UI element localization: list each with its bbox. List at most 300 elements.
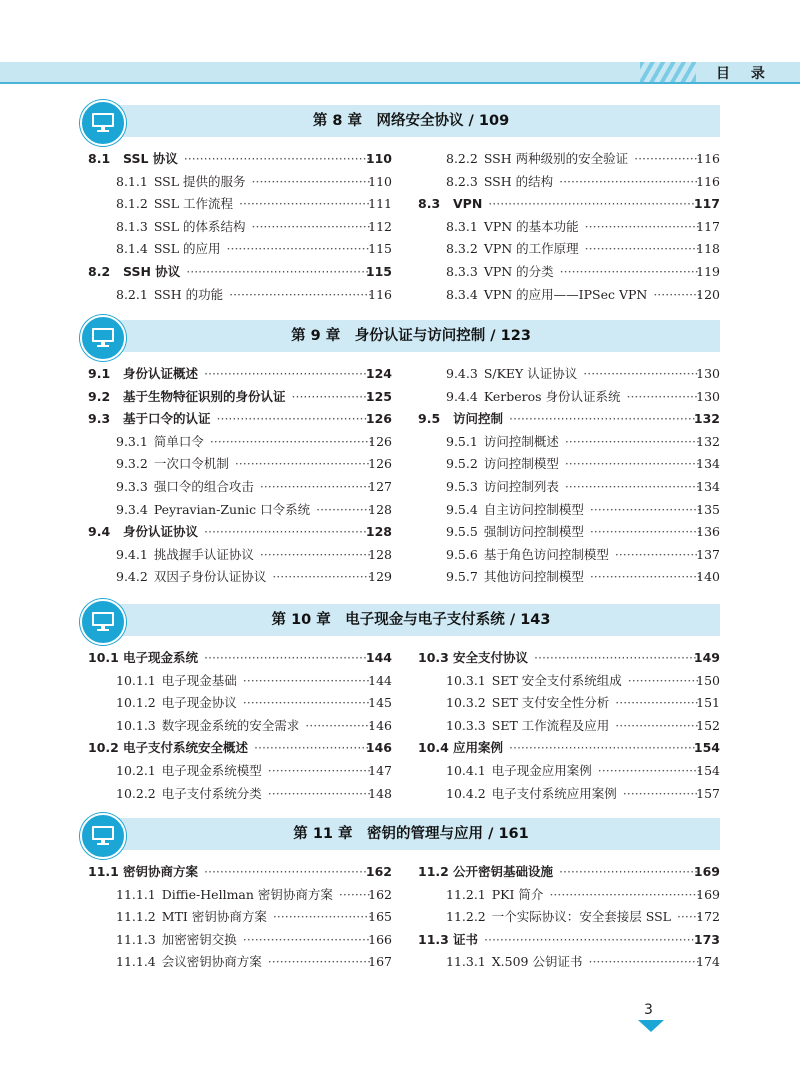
- toc-section-entry[interactable]: [88, 409, 392, 429]
- entry-title: MTI 密钥协商方案: [161, 909, 267, 925]
- entry-title: SET 支付安全性分析: [491, 695, 610, 711]
- entry-page: 172: [696, 909, 720, 925]
- toc-subsection-entry[interactable]: [116, 285, 392, 305]
- entry-number: 11.3.1: [446, 954, 486, 970]
- entry-title: SET 安全支付系统组成: [491, 672, 622, 688]
- entry-title: SSL 的体系结构: [153, 218, 246, 234]
- toc-subsection-entry[interactable]: [116, 716, 392, 736]
- dot-leader: ···················: [622, 785, 699, 801]
- entry-page: 117: [693, 196, 720, 212]
- entry-page: 132: [693, 411, 720, 427]
- entry-page: 151: [696, 695, 720, 711]
- dot-leader: ·························: [272, 909, 373, 925]
- toc-section-entry[interactable]: [418, 194, 720, 214]
- entry-page: 126: [368, 456, 392, 472]
- dot-leader: ···············································: [509, 411, 696, 427]
- page-arrow-icon: [638, 1020, 664, 1032]
- entry-page: 116: [368, 286, 392, 302]
- entry-page: 117: [696, 218, 720, 234]
- toc-section-entry[interactable]: [88, 648, 392, 668]
- dot-leader: ····································: [229, 286, 373, 302]
- toc-subsection-entry[interactable]: [116, 454, 392, 474]
- entry-title: 安全支付协议: [453, 650, 529, 665]
- entry-number: 9.5.5: [446, 524, 478, 540]
- dot-leader: ··································: [564, 479, 700, 494]
- entry-title: SET 工作流程及应用: [491, 717, 610, 733]
- dot-leader: ································: [242, 931, 370, 947]
- entry-page: 125: [365, 388, 392, 404]
- entry-page: 129: [368, 569, 392, 585]
- entry-page: 115: [365, 264, 392, 279]
- toc-subsection-entry[interactable]: [446, 454, 720, 474]
- entry-page: 111: [368, 196, 392, 212]
- entry-number: 10.3: [418, 650, 449, 665]
- dot-leader: ·····························: [583, 366, 699, 381]
- dot-leader: ········: [338, 886, 371, 902]
- entry-title: 强制访问控制模型: [483, 524, 584, 540]
- entry-page: 174: [696, 954, 720, 970]
- entry-number: 11.1.4: [116, 954, 156, 970]
- entry-title: 访问控制列表: [483, 479, 559, 494]
- toc-subsection-entry[interactable]: [116, 693, 392, 713]
- entry-title: SSH 协议: [123, 264, 181, 279]
- toc-subsection-entry[interactable]: [116, 671, 392, 691]
- entry-title: Peyravian-Zunic 口令系统: [153, 501, 311, 517]
- dot-leader: ······································: [549, 886, 701, 902]
- entry-title: 加密密钥交换: [161, 931, 237, 947]
- toc-subsection-entry[interactable]: [116, 217, 392, 237]
- toc-subsection-entry[interactable]: [446, 217, 720, 237]
- entry-page: 145: [368, 695, 392, 711]
- entry-number: 8.1.1: [116, 173, 148, 189]
- toc-subsection-entry[interactable]: [446, 477, 720, 497]
- entry-title: 基于角色访问控制模型: [483, 546, 609, 562]
- entry-number: 9.1: [88, 366, 111, 381]
- entry-number: 8.2.3: [446, 173, 478, 189]
- dot-leader: ··················: [627, 672, 700, 688]
- entry-title: 一个实际协议：安全套接层 SSL: [491, 909, 671, 925]
- entry-title: 电子支付系统安全概述: [123, 740, 249, 756]
- entry-number: 10.4: [418, 740, 449, 756]
- toc-section-entry[interactable]: [88, 149, 392, 169]
- entry-page: 144: [365, 650, 392, 665]
- entry-number: 11.2: [418, 864, 449, 879]
- toc-subsection-entry[interactable]: [116, 952, 392, 972]
- entry-title: 电子现金协议: [161, 695, 237, 711]
- entry-title: 电子支付系统分类: [161, 785, 262, 801]
- toc-subsection-entry[interactable]: [446, 364, 720, 384]
- entry-page: 146: [368, 717, 392, 733]
- dot-leader: ····················: [291, 388, 371, 404]
- dot-leader: ·········································: [204, 650, 367, 665]
- entry-title: 一次口令机制: [153, 456, 229, 472]
- dot-leader: ···································: [559, 264, 699, 279]
- entry-number: 8.3.4: [446, 286, 478, 302]
- entry-title: SSL 提供的服务: [153, 173, 246, 189]
- entry-page: 128: [365, 524, 392, 540]
- entry-title: SSL 的应用: [153, 241, 221, 257]
- toc-subsection-entry[interactable]: [116, 194, 392, 214]
- dot-leader: ··································: [234, 456, 370, 472]
- entry-number: 9.4: [88, 524, 111, 540]
- dot-leader: ··························: [267, 785, 372, 801]
- entry-number: 9.4.2: [116, 569, 148, 585]
- entry-number: 10.3.1: [446, 672, 486, 688]
- dot-leader: ·········································: [209, 433, 373, 449]
- entry-number: 9.5.2: [446, 456, 478, 472]
- entry-page: 162: [368, 886, 392, 902]
- entry-title: 电子现金基础: [161, 672, 237, 688]
- dot-leader: ··························: [597, 763, 702, 778]
- dot-leader: ·····················································: [484, 931, 695, 947]
- entry-number: 11.1.2: [116, 909, 156, 925]
- toc-subsection-entry[interactable]: [446, 693, 720, 713]
- toc-subsection-entry[interactable]: [116, 239, 392, 259]
- toc-subsection-entry[interactable]: [446, 500, 720, 520]
- header-stripes: [640, 62, 696, 82]
- dot-leader: ·················: [634, 151, 702, 166]
- entry-page: 146: [365, 740, 392, 756]
- dot-leader: ··················: [626, 388, 699, 404]
- entry-title: VPN 的工作原理: [483, 241, 579, 257]
- entry-title: VPN: [453, 196, 483, 212]
- entry-title: 数字现金系统的安全需求: [161, 717, 300, 733]
- page-title: 目 录: [716, 66, 773, 82]
- entry-title: 应用案例: [453, 740, 504, 756]
- entry-number: 8.3: [418, 196, 441, 212]
- dot-leader: ·········································: [204, 366, 367, 381]
- toc-subsection-entry[interactable]: [446, 671, 720, 691]
- toc-subsection-entry[interactable]: [116, 500, 392, 520]
- entry-number: 8.3.2: [446, 241, 478, 257]
- entry-title: 基于口令的认证: [123, 411, 211, 427]
- entry-page: 128: [368, 546, 392, 562]
- entry-page: 148: [368, 785, 392, 801]
- entry-page: 116: [696, 151, 720, 166]
- dot-leader: ···································: [559, 173, 699, 189]
- entry-page: 134: [696, 456, 720, 472]
- chapter-title: 第 8 章 网络安全协议 / 109: [312, 113, 510, 129]
- entry-title: 访问控制概述: [483, 433, 559, 449]
- toc-section-entry[interactable]: [418, 862, 720, 882]
- entry-title: SSH 的结构: [483, 173, 554, 189]
- dot-leader: ·····················: [614, 546, 699, 562]
- entry-number: 8.1.3: [116, 218, 148, 234]
- entry-number: 10.2.1: [116, 763, 156, 778]
- toc-subsection-entry[interactable]: [116, 172, 392, 192]
- toc-subsection-entry[interactable]: [446, 952, 720, 972]
- entry-page: 135: [696, 501, 720, 517]
- entry-number: 10.4.2: [446, 785, 486, 801]
- entry-title: SSH 的功能: [153, 286, 224, 302]
- dot-leader: ·········································: [204, 864, 367, 879]
- entry-number: 9.5.1: [446, 433, 478, 449]
- toc-subsection-entry[interactable]: [446, 567, 720, 587]
- dot-leader: ······························: [251, 218, 371, 234]
- toc-subsection-entry[interactable]: [446, 239, 720, 259]
- entry-title: 身份认证概述: [123, 366, 199, 381]
- dot-leader: ·····························: [254, 740, 370, 756]
- toc-subsection-entry[interactable]: [116, 761, 392, 781]
- entry-number: 11.2.2: [446, 909, 486, 925]
- entry-title: 电子现金应用案例: [491, 763, 592, 778]
- entry-page: 149: [693, 650, 720, 665]
- entry-title: 证书: [453, 931, 479, 947]
- entry-page: 147: [368, 763, 392, 778]
- entry-page: 116: [696, 173, 720, 189]
- entry-page: 112: [368, 218, 392, 234]
- entry-title: 访问控制: [453, 411, 504, 427]
- dot-leader: ···············································: [183, 151, 371, 166]
- entry-title: X.509 公钥证书: [491, 954, 583, 970]
- dot-leader: ·········································: [534, 650, 697, 665]
- entry-number: 8.1.2: [116, 196, 148, 212]
- toc-section-entry[interactable]: [88, 522, 392, 542]
- entry-number: 8.1.4: [116, 241, 148, 257]
- toc-subsection-entry[interactable]: [446, 149, 720, 169]
- entry-page: 169: [696, 886, 720, 902]
- entry-page: 140: [696, 569, 720, 585]
- entry-page: 128: [368, 501, 392, 517]
- chapter-heading: [80, 599, 720, 641]
- entry-title: 身份认证协议: [123, 524, 199, 540]
- entry-number: 10.1.2: [116, 695, 156, 711]
- entry-number: 9.5.4: [446, 501, 478, 517]
- entry-number: 10.2.2: [116, 785, 156, 801]
- toc-subsection-entry[interactable]: [446, 716, 720, 736]
- entry-number: 9.4.1: [116, 546, 148, 562]
- entry-title: 强口令的组合攻击: [153, 479, 254, 494]
- toc-subsection-entry[interactable]: [116, 545, 392, 565]
- entry-page: 162: [365, 864, 392, 879]
- dot-leader: ·····························: [584, 241, 700, 257]
- chapter-title: 第 9 章 身份认证与访问控制 / 123: [291, 328, 531, 344]
- entry-number: 9.4.4: [446, 388, 478, 404]
- entry-page: 157: [696, 785, 720, 801]
- entry-title: VPN 的基本功能: [483, 218, 579, 234]
- entry-title: 其他访问控制模型: [483, 569, 584, 585]
- entry-title: SSH 两种级别的安全验证: [483, 151, 629, 166]
- entry-title: 访问控制模型: [483, 456, 559, 472]
- toc-section-entry[interactable]: [88, 862, 392, 882]
- toc-subsection-entry[interactable]: [116, 567, 392, 587]
- toc-subsection-entry[interactable]: [446, 522, 720, 542]
- dot-leader: ····························: [259, 546, 372, 562]
- entry-number: 9.3.4: [116, 501, 148, 517]
- dot-leader: ····························: [589, 501, 702, 517]
- toc-section-entry[interactable]: [418, 930, 720, 950]
- entry-number: 8.1: [88, 151, 111, 166]
- toc-section-entry[interactable]: [88, 387, 392, 407]
- entry-number: 10.4.1: [446, 763, 486, 778]
- dot-leader: ································: [242, 695, 370, 711]
- entry-page: 165: [368, 909, 392, 925]
- toc-subsection-entry[interactable]: [446, 387, 720, 407]
- entry-title: S/KEY 认证协议: [483, 366, 578, 381]
- entry-page: 130: [696, 366, 720, 381]
- toc-subsection-entry[interactable]: [446, 885, 720, 905]
- entry-title: 双因子身份认证协议: [153, 569, 267, 585]
- chapter-heading: [80, 315, 720, 357]
- entry-number: 9.5.3: [446, 479, 478, 494]
- dot-leader: ····························: [588, 954, 700, 970]
- entry-page: 166: [368, 931, 392, 947]
- dot-leader: ·········································: [204, 524, 367, 540]
- dot-leader: ····························: [589, 524, 702, 540]
- entry-page: 132: [696, 433, 720, 449]
- toc-subsection-entry[interactable]: [446, 545, 720, 565]
- entry-page: 118: [696, 241, 720, 257]
- toc-subsection-entry[interactable]: [446, 907, 720, 927]
- dot-leader: ··························: [267, 763, 372, 778]
- dot-leader: ·····················: [615, 695, 699, 711]
- toc-subsection-entry[interactable]: [446, 172, 720, 192]
- entry-number: 9.5.6: [446, 546, 478, 562]
- entry-page: 134: [696, 479, 720, 494]
- entry-page: 126: [368, 433, 392, 449]
- entry-number: 8.2: [88, 264, 111, 279]
- dot-leader: ·················: [305, 717, 373, 733]
- toc-subsection-entry[interactable]: [446, 761, 720, 781]
- dot-leader: ····························: [259, 479, 372, 494]
- entry-title: 公开密钥基础设施: [453, 864, 554, 879]
- dot-leader: ······························: [251, 173, 371, 189]
- dot-leader: ··············································: [186, 264, 370, 279]
- entry-title: 基于生物特征识别的身份认证: [123, 388, 286, 404]
- toc-section-entry[interactable]: [418, 738, 720, 758]
- entry-number: 11.3: [418, 931, 449, 947]
- dot-leader: ···································: [559, 864, 699, 879]
- entry-page: 144: [368, 672, 392, 688]
- toc-subsection-entry[interactable]: [446, 784, 720, 804]
- entry-title: 电子现金系统模型: [161, 763, 262, 778]
- toc-subsection-entry[interactable]: [116, 907, 392, 927]
- header-rule: [0, 82, 800, 84]
- entry-title: 简单口令: [153, 433, 204, 449]
- dot-leader: ············: [653, 286, 702, 302]
- toc-subsection-entry[interactable]: [116, 930, 392, 950]
- entry-page: 173: [693, 931, 720, 947]
- dot-leader: ····························: [589, 569, 702, 585]
- dot-leader: ··································: [564, 433, 700, 449]
- page-number: 3: [644, 1002, 653, 1018]
- toc-subsection-entry[interactable]: [446, 262, 720, 282]
- entry-number: 11.1.3: [116, 931, 156, 947]
- entry-number: 9.3: [88, 411, 111, 427]
- dot-leader: ·························: [272, 569, 372, 585]
- toc-subsection-entry[interactable]: [116, 432, 392, 452]
- entry-number: 10.1.1: [116, 672, 156, 688]
- entry-number: 11.1.1: [116, 886, 156, 902]
- entry-title: Diffie-Hellman 密钥协商方案: [161, 886, 333, 902]
- dot-leader: ···············································: [509, 740, 696, 756]
- entry-number: 8.2.1: [116, 286, 148, 302]
- dot-leader: ··································: [564, 456, 700, 472]
- entry-title: 会议密钥协商方案: [161, 954, 262, 970]
- entry-title: VPN 的应用——IPSec VPN: [483, 286, 648, 302]
- dot-leader: ·····················: [615, 717, 699, 733]
- entry-title: VPN 的分类: [483, 264, 554, 279]
- toc-subsection-entry[interactable]: [446, 432, 720, 452]
- entry-number: 10.1.3: [116, 717, 156, 733]
- entry-number: 10.1: [88, 650, 119, 665]
- toc-subsection-entry[interactable]: [116, 885, 392, 905]
- entry-number: 10.2: [88, 740, 119, 756]
- entry-page: 137: [696, 546, 720, 562]
- entry-page: 154: [693, 740, 720, 756]
- chapter-heading: [80, 813, 720, 855]
- toc-subsection-entry[interactable]: [446, 285, 720, 305]
- entry-page: 152: [696, 717, 720, 733]
- entry-page: 110: [365, 151, 392, 166]
- entry-number: 8.2.2: [446, 151, 478, 166]
- entry-number: 9.3.2: [116, 456, 148, 472]
- chapter-title: 第 11 章 密钥的管理与应用 / 161: [293, 826, 529, 842]
- entry-page: 169: [693, 864, 720, 879]
- entry-number: 11.1: [88, 864, 119, 879]
- toc-section-entry[interactable]: [88, 738, 392, 758]
- entry-number: 9.3.3: [116, 479, 148, 494]
- entry-number: 9.3.1: [116, 433, 148, 449]
- entry-number: 8.3.1: [446, 218, 478, 234]
- entry-number: 9.5.7: [446, 569, 478, 585]
- entry-page: 110: [368, 173, 392, 189]
- entry-title: 挑战握手认证协议: [153, 546, 254, 562]
- entry-title: 密钥协商方案: [123, 864, 199, 879]
- entry-page: 154: [696, 763, 720, 778]
- entry-page: 167: [368, 954, 392, 970]
- entry-title: Kerberos 身份认证系统: [483, 388, 621, 404]
- dot-leader: ······: [676, 909, 701, 925]
- toc-section-entry[interactable]: [418, 409, 720, 429]
- entry-number: 10.3.2: [446, 695, 486, 711]
- toc-section-entry[interactable]: [88, 262, 392, 282]
- entry-number: 11.2.1: [446, 886, 486, 902]
- entry-page: 130: [696, 388, 720, 404]
- entry-number: 9.5: [418, 411, 441, 427]
- entry-title: 自主访问控制模型: [483, 501, 584, 517]
- entry-page: 119: [696, 264, 720, 279]
- toc-section-entry[interactable]: [418, 648, 720, 668]
- entry-page: 120: [696, 286, 720, 302]
- entry-title: SSL 工作流程: [153, 196, 233, 212]
- toc-section-entry[interactable]: [88, 364, 392, 384]
- dot-leader: ··························: [267, 954, 372, 970]
- entry-title: 电子现金系统: [123, 650, 199, 665]
- entry-title: 电子支付系统应用案例: [491, 785, 617, 801]
- entry-page: 136: [696, 524, 720, 540]
- dot-leader: ································: [242, 672, 370, 688]
- toc-subsection-entry[interactable]: [116, 477, 392, 497]
- entry-number: 9.4.3: [446, 366, 478, 381]
- entry-page: 150: [696, 672, 720, 688]
- dot-leader: ··············: [316, 501, 372, 517]
- dot-leader: ······································: [216, 411, 368, 427]
- entry-number: 8.3.3: [446, 264, 478, 279]
- entry-number: 10.3.3: [446, 717, 486, 733]
- entry-title: SSL 协议: [123, 151, 178, 166]
- entry-page: 127: [368, 479, 392, 494]
- chapter-title: 第 10 章 电子现金与电子支付系统 / 143: [271, 612, 551, 628]
- dot-leader: ·································: [239, 196, 371, 212]
- toc-subsection-entry[interactable]: [116, 784, 392, 804]
- entry-number: 9.2: [88, 388, 111, 404]
- entry-page: 124: [365, 366, 392, 381]
- entry-title: PKI 简介: [491, 886, 544, 902]
- entry-page: 126: [365, 411, 392, 427]
- entry-page: 115: [368, 241, 392, 257]
- chapter-heading: [80, 100, 720, 142]
